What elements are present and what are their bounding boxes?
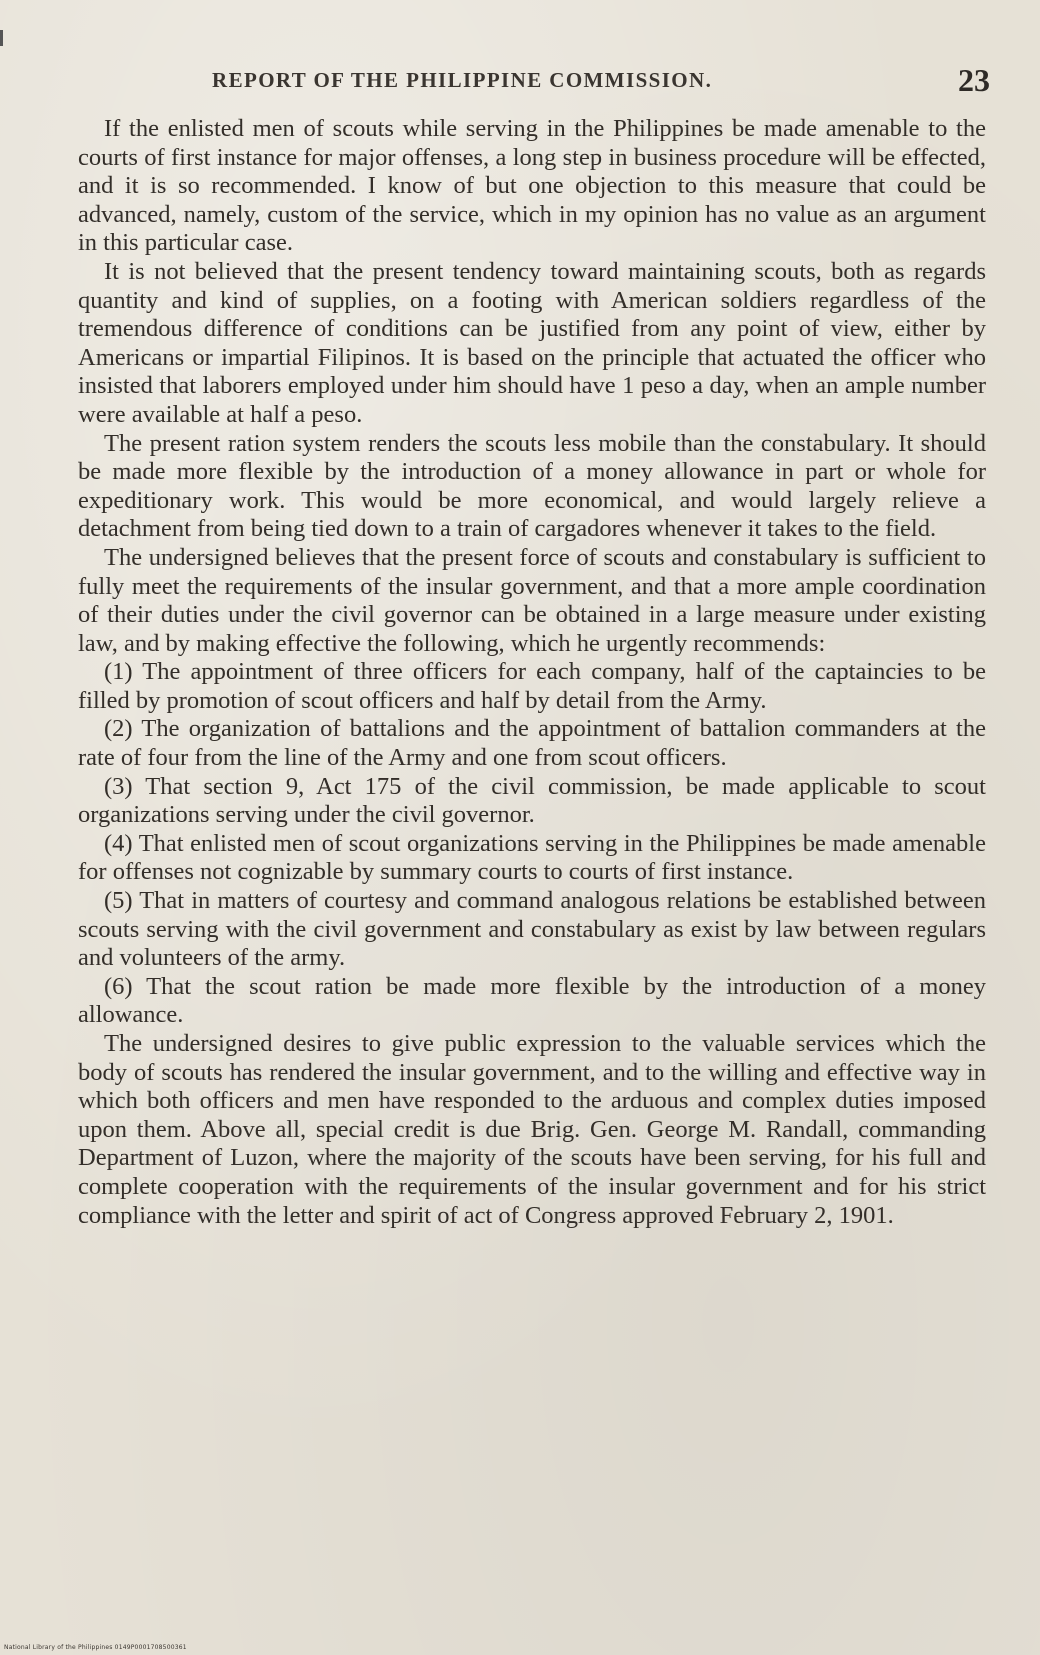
- page-number: 23: [958, 62, 990, 98]
- running-head: REPORT OF THE PHILIPPINE COMMISSION.: [212, 68, 713, 92]
- recommendation-item: (1) The appointment of three officers for each company, half of the captaincies to be filled by promotion of scout officers and half by detail from the Army.: [78, 658, 986, 714]
- scan-footer: National Library of the Philippines 0149P0001708500361: [4, 1644, 187, 1651]
- paragraph: It is not believed that the present tendency toward maintaining scouts, both as regards quantity and kind of supplies, on a footing with American soldiers regardless of the tremendous difference of conditions can be justified from any point of view, either by Americans or impartial Filipinos. It is based on the principle that actuated the officer who insisted that laborers employed under him should have 1 peso a day, when an ample number were available at half a peso.: [78, 257, 986, 428]
- page-header: [100, 62, 1000, 102]
- paragraph: If the enlisted men of scouts while serving in the Philippines be made amenable to the courts of first instance for major offenses, a long step in business procedure will be effected, and it is so recommended. I know of but one objection to this measure that could be advanced, namely, custom of the service, which in my opinion has no value as an argument in this particular case.: [78, 115, 986, 257]
- recommendation-item: (2) The organization of battalions and the appointment of battalion commanders at the rate of four from the line of the Army and one from scout officers.: [78, 715, 986, 772]
- recommendation-item: (4) That enlisted men of scout organizations serving in the Philippines be made amenable for offenses not cognizable by summary courts to courts of first instance.: [78, 829, 986, 886]
- paragraph: The undersigned desires to give public expression to the valuable services which the body of scouts has rendered the insular government, and to the willing and effective way in which both officers and men have responded to the arduous and complex duties imposed upon them. Above all, special credit is due Brig. Gen. George M. Randall, commanding Department of Luzon, where the majority of the scouts have been serving, for his full and complete cooperation with the requirements of the insular government and for his strict compliance with the letter and spirit of act of Congress approved February 2, 1901.: [78, 1030, 986, 1229]
- recommendation-item: (5) That in matters of courtesy and command analogous relations be established between scouts serving with the civil government and constabulary as exist by law between regulars and volunteers of the army.: [78, 887, 986, 972]
- body-text: [78, 115, 986, 1230]
- recommendation-item: (6) That the scout ration be made more flexible by the introduction of a money allowance.: [78, 972, 986, 1029]
- paragraph: The present ration system renders the scouts less mobile than the constabulary. It should be made more flexible by the introduction of a money allowance in part or whole for expeditionary work. This would be more economical, and would largely relieve a detachment from being tied down to a train of cargadores whenever it takes to the field.: [78, 429, 986, 543]
- recommendation-item: (3) That section 9, Act 175 of the civil commission, be made applicable to scout organizations serving under the civil governor.: [78, 772, 986, 829]
- paragraph: The undersigned believes that the present force of scouts and constabulary is sufficient to fully meet the requirements of the insular government, and that a more ample coordination of their duties under the civil governor can be obtained in a large measure under existing law, and by making effective the following, which he urgently recommends:: [78, 543, 986, 657]
- scan-edge-mark: [0, 30, 3, 46]
